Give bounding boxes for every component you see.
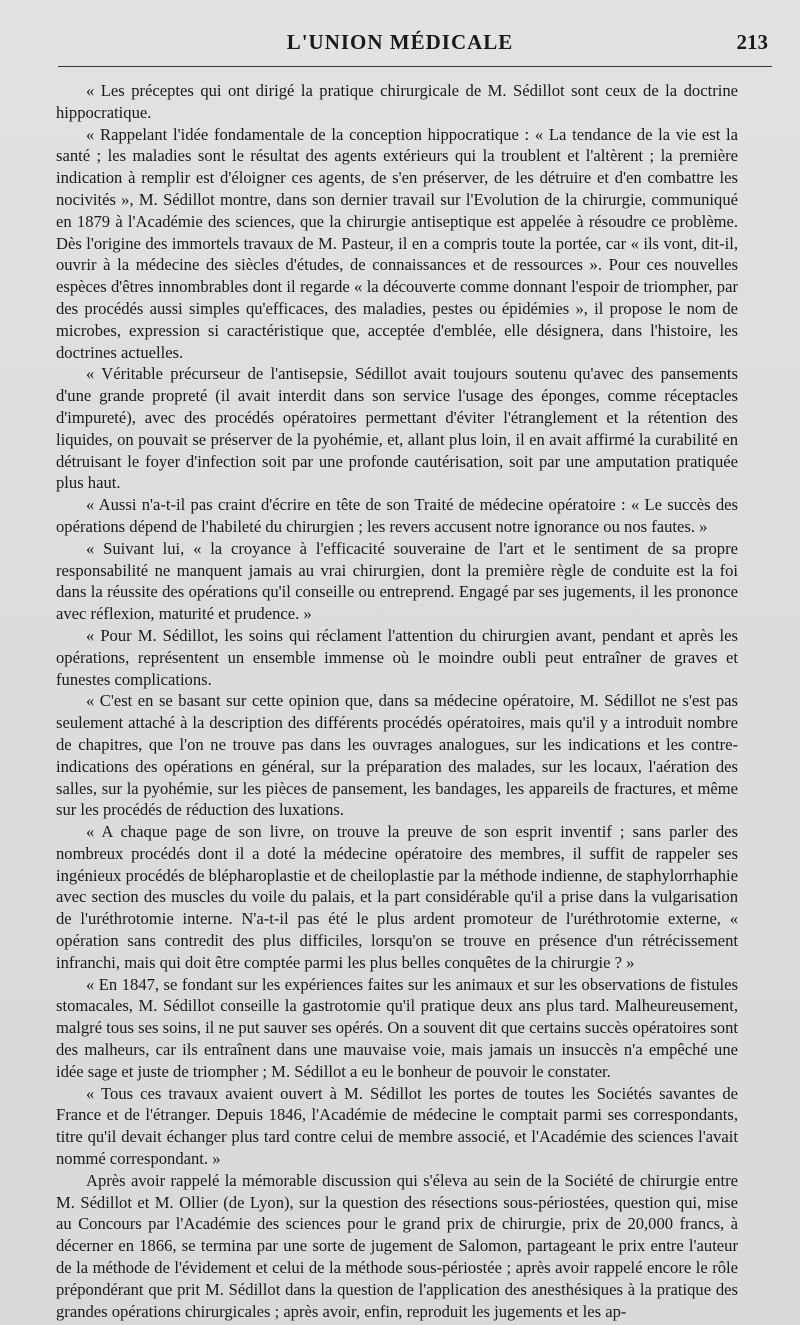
paragraph: « C'est en se basant sur cette opinion que, dans sa médecine opératoire, M. Sédillot ne s'est pas seulement attaché à la description des différents procédés opératoires, mais qu'il y a introduit nombre de chapitres, que l'on ne trouve pas dans les ouvrages analogues, sur les indications et les contre-indications des opérations en général, sur la préparation des malades, sur les locaux, l'aération des salles, sur la pyohémie, sur les pièces de pansement, les bandages, les appareils de fractures, et même sur les procédés de réduction des luxations. <box>56 691 738 820</box>
page-number: 213 <box>736 30 768 54</box>
paragraph: « Aussi n'a-t-il pas craint d'écrire en tête de son Traité de médecine opératoire : « Le succès des opérations dépend de l'habileté du chirurgien ; les revers accusent notre ignorance ou nos fautes. » <box>56 495 738 536</box>
paragraph: « Les préceptes qui ont dirigé la pratique chirurgicale de M. Sédillot sont ceux de la doctrine hippocratique. <box>56 81 738 122</box>
paragraph: « Tous ces travaux avaient ouvert à M. Sédillot les portes de toutes les Sociétés savantes de France et de l'étranger. Depuis 1846, l'Académie de médecine le comptait parmi ses correspondants, titre qu'il devait échanger plus tard contre celui de membre associé, et l'Académie des sciences l'avait nommé correspondant. » <box>56 1083 738 1169</box>
page-header <box>0 26 800 66</box>
running-title: L'UNION MÉDICALE <box>286 30 514 54</box>
paragraph: « Véritable précurseur de l'antisepsie, Sédillot avait toujours soutenu qu'avec des pansements d'une grande propreté (il avait interdit dans son service l'usage des éponges, comme réceptacles d'impureté), avec des procédés opératoires permettant d'éviter l'étranglement et la rétention des liquides, on pouvait se préserver de la pyohémie, et, allant plus loin, il en avait affirmé la curabilité en détruisant le foyer d'infection soit par une profonde cautérisation, soit par une amputation pratiquée plus haut. <box>56 364 738 493</box>
paragraph: « Rappelant l'idée fondamentale de la conception hippocratique : « La tendance de la vie est la santé ; les maladies sont le résultat des agents extérieurs qui la troublent et l'altèrent ; la première indication à remplir est d'éloigner ces agents, de s'en préserver, de les détruire et d'en combattre les nocivités », M. Sédillot montre, dans son dernier travail sur l'Evolution de la chirurgie, communiqué en 1879 à l'Académie des sciences, que la chirurgie antiseptique est appelée à résoudre ce problème. Dès l'origine des immortels travaux de M. Pasteur, il en a compris toute la portée, car « ils vont, dit-il, ouvrir à la médecine des siècles d'études, de connaissances et de ressources ». Pour ces nouvelles espèces d'êtres innombrables dont il regarde « la découverte comme donnant l'espoir de triompher, par des procédés aussi simples qu'efficaces, des maladies, pestes ou épidémies », il propose le nom de microbes, expression si caractéristique que, acceptée d'emblée, elle désignera, dans l'histoire, les doctrines actuelles. <box>56 124 738 362</box>
paragraph: Après avoir rappelé la mémorable discussion qui s'éleva au sein de la Société de chirurgie entre M. Sédillot et M. Ollier (de Lyon), sur la question des résections sous-périostées, question qui, mise au Concours par l'Académie des sciences pour le grand prix de chirurgie, prix de 20,000 francs, à décerner en 1866, se termina par une sorte de jugement de Salomon, partageant le prix entre l'auteur de la méthode de l'évidement et celui de la méthode sous-périostée ; après avoir rappelé encore le rôle prépondérant que prit M. Sédillot dans la question de l'application des anesthésiques à la pratique des grandes opérations chirurgicales ; après avoir, enfin, reproduit les jugements et les ap- <box>56 1170 738 1321</box>
body-text <box>56 80 738 1322</box>
paragraph: « En 1847, se fondant sur les expériences faites sur les animaux et sur les observations de fistules stomacales, M. Sédillot conseille la gastrotomie qu'il pratique deux ans plus tard. Malheureusement, malgré tous ses soins, il ne put sauver ses opérés. On a souvent dit que certains succès opératoires sont des malheurs, car ils entraînent dans une mauvaise voie, mais jamais un insuccès n'a empêché une idée sage et juste de triompher ; M. Sédillot a eu le bonheur de pouvoir le constater. <box>56 974 738 1081</box>
paragraph: « Pour M. Sédillot, les soins qui réclament l'attention du chirurgien avant, pendant et après les opérations, représentent un ensemble immense où le moindre oubli peut entraîner de graves et funestes complications. <box>56 625 738 689</box>
paragraph: « A chaque page de son livre, on trouve la preuve de son esprit inventif ; sans parler des nombreux procédés dont il a doté la médecine opératoire des membres, il suffit de rappeler ses ingénieux procédés de blépharoplastie et de cheiloplastie par la méthode indienne, de staphylorrhaphie avec section des muscles du voile du palais, et la part considérable qu'il a prise dans la vulgarisation de l'uréthrotomie interne. N'a-t-il pas été le plus ardent promoteur de l'uréthrotomie externe, « opération sans contredit des plus difficiles, lorsqu'on se trouve en présence d'un rétrécissement infranchi, mais qui doit être comptée parmi les plus belles conquêtes de la chirurgie ? » <box>56 822 738 972</box>
header-rule <box>58 66 772 67</box>
paragraph: « Suivant lui, « la croyance à l'efficacité souveraine de l'art et le sentiment de sa propre responsabilité ne manquent jamais au vrai chirurgien, dont la première règle de conduite est la foi dans la réussite des opérations qu'il conseille ou entreprend. Engagé par ses jugements, il les prononce avec réflexion, maturité et prudence. » <box>56 538 738 624</box>
